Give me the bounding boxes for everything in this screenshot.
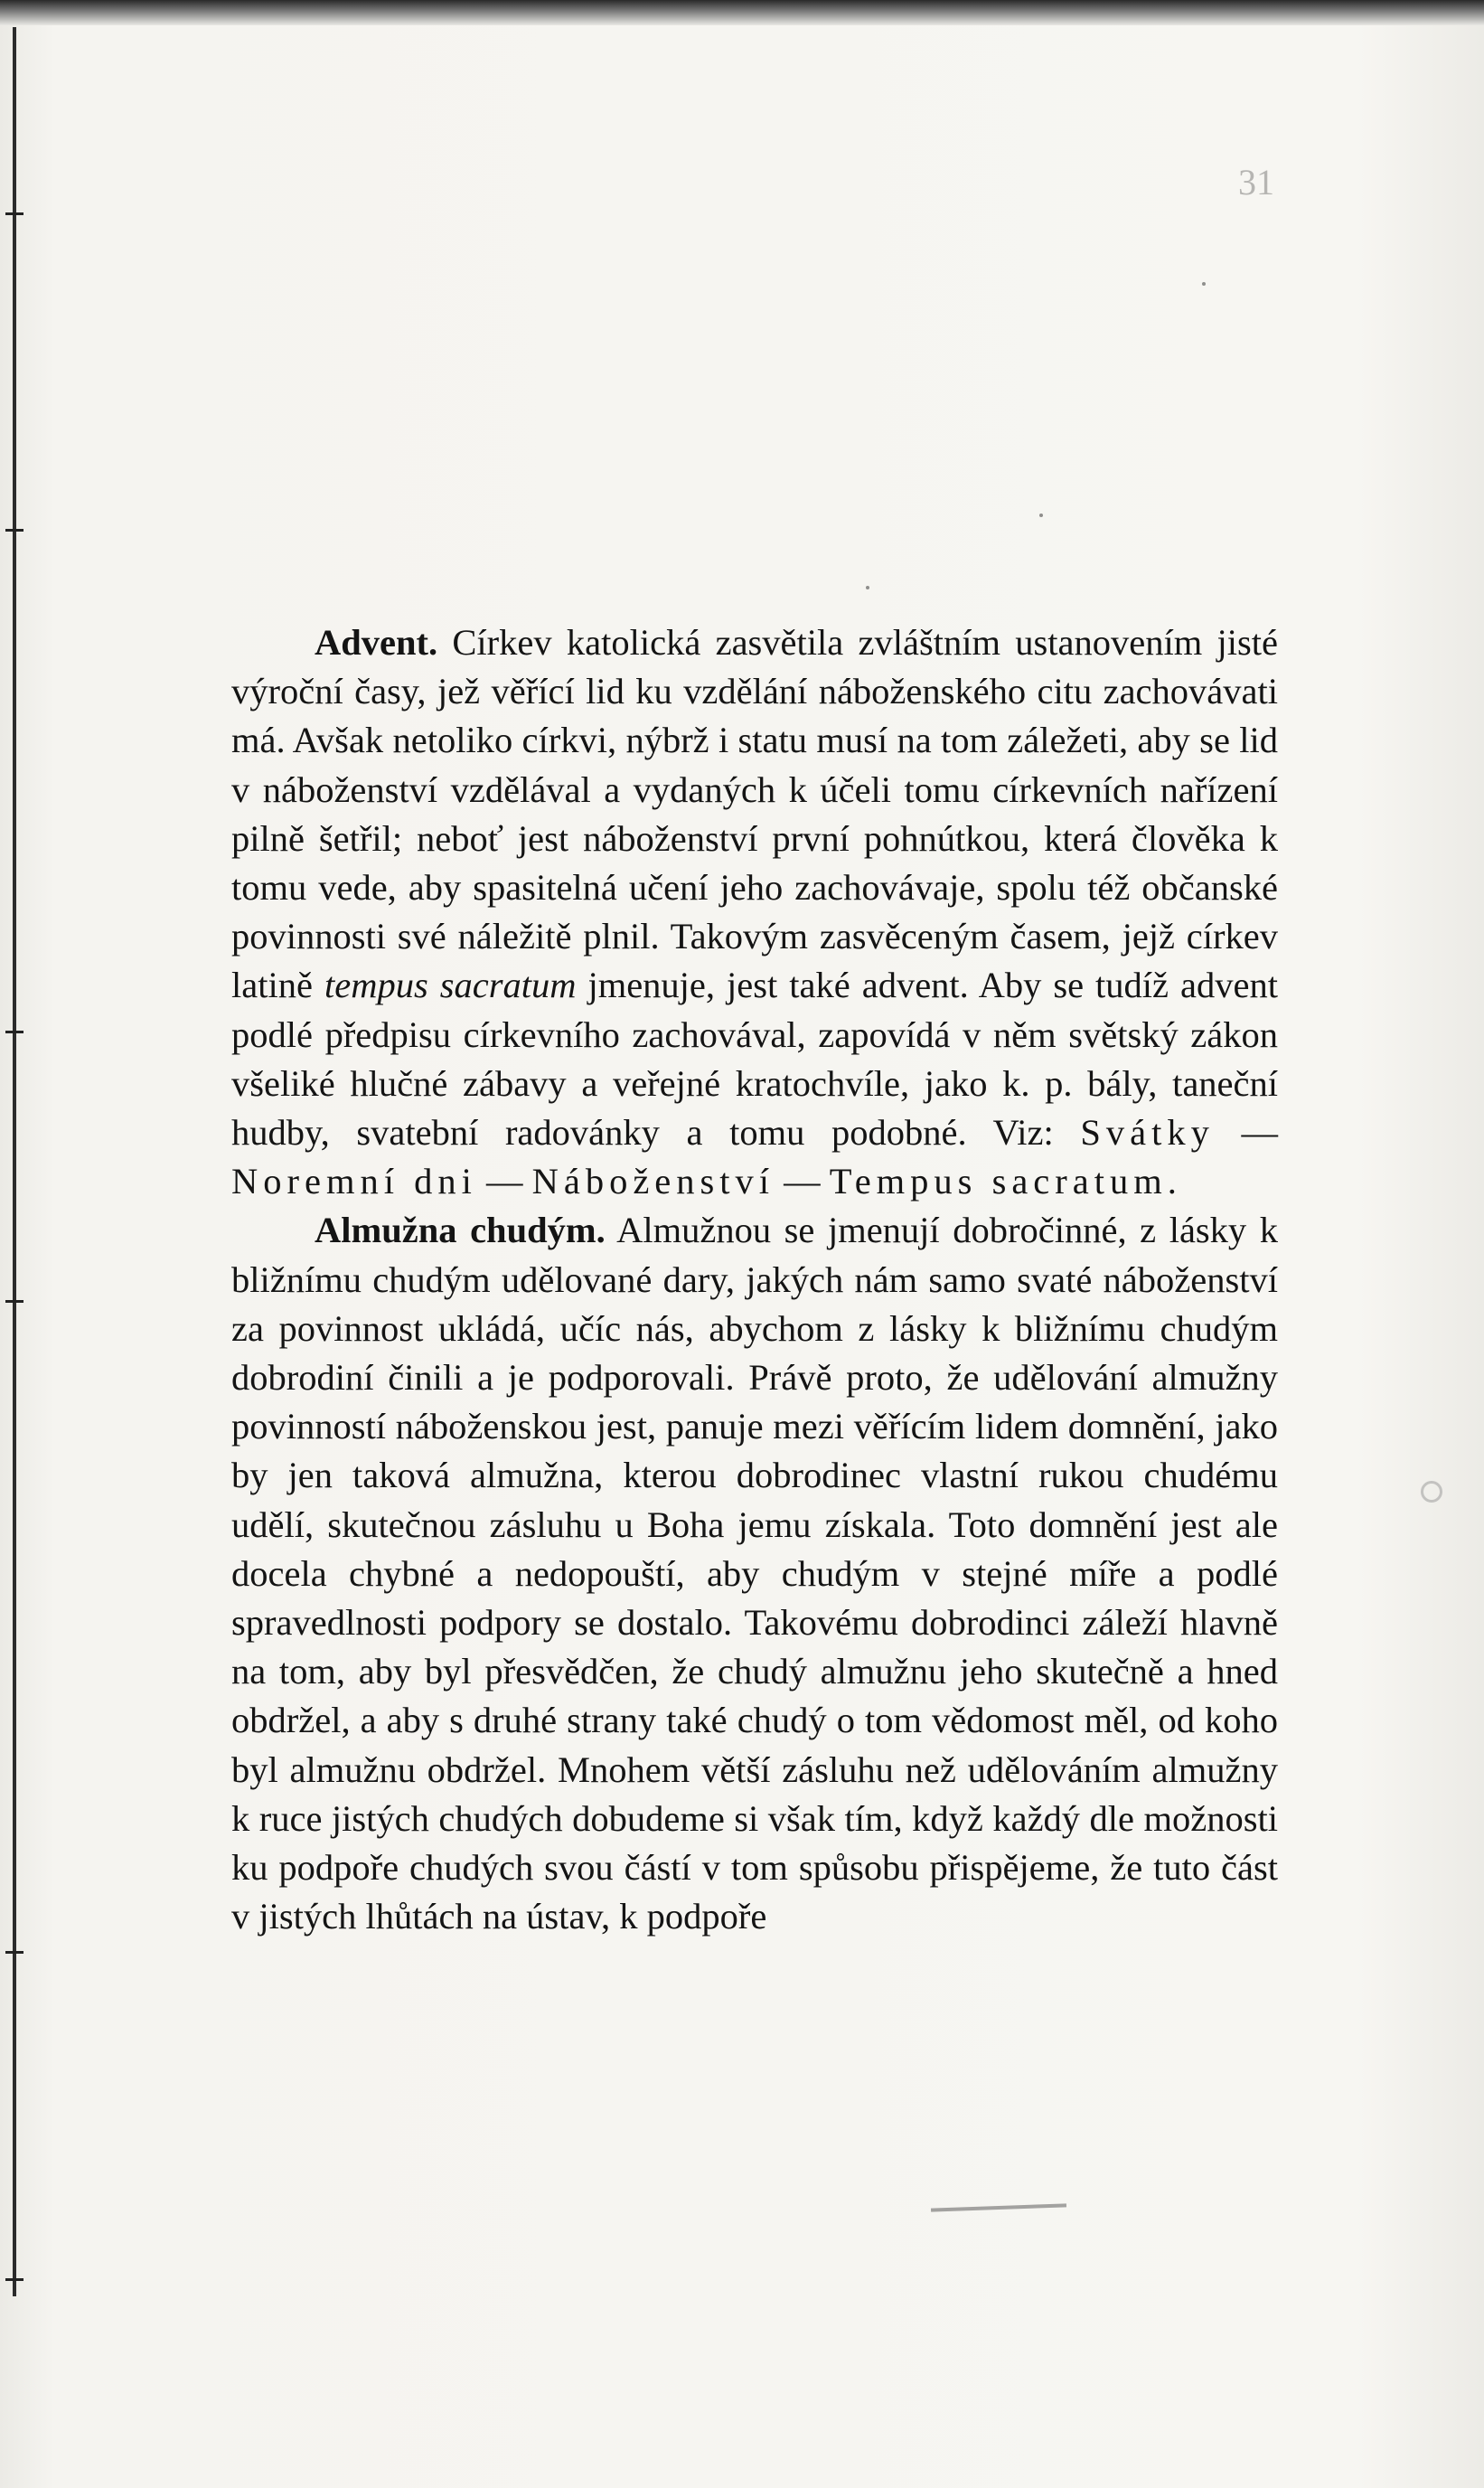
binding-mark [5, 529, 23, 532]
speck [1202, 282, 1206, 286]
cross-reference: Náboženství [531, 1161, 775, 1202]
binding-mark [5, 2278, 23, 2281]
cross-reference: Noremní dni [231, 1161, 477, 1202]
entry-advent: Advent. Církev katolická zasvětila zvláštním ustanovením jisté výroční časy, jež věřící lid ku vzdělání náboženského citu zachovávati má. Avšak netoliko církvi, nýbrž i statu musí na tom záležeti, aby se lid v náboženství vzdělával a vydaných k účeli tomu církevních nařízení pilně šetřil; neboť jest náboženství první pohnútkou, která člověka k tomu vede, aby spasitelná učení jeho zachovávaje, spolu též občanské povinnosti své náležitě plnil. Takovým zasvěceným časem, jejž církev latině tempus sacratum jmenuje, jest také advent. Aby se tudíž advent podlé předpisu církevního zachovával, zapovídá v něm světský zákon všeliké hlučné zábavy a veřejné kratochvíle, jako k. p. bály, taneční hudby, svatební radovánky a tomu podobné. Viz: Svátky — Noremní dni — Náboženství — Tempus sacratum. [231, 622, 1279, 1202]
ink-stroke [931, 2203, 1066, 2211]
binding-mark [5, 1951, 23, 1954]
cross-reference: Tempus sacratum [829, 1161, 1168, 1202]
show-through [226, 163, 1292, 588]
binding-mark [5, 1031, 23, 1033]
binding-mark [5, 212, 23, 215]
entry-almuzna: Almužna chudým. Almužnou se jmenují dobročinné, z lásky k bližnímu chudým udělované dary, jakých nám samo svaté náboženství za povinnost ukládá, učíc nás, abychom z lásky k bližnímu chudým dobrodiní činili a je podporovali. Právě proto, že udělování almužny povinností náboženskou jest, panuje mezi věřícím lidem domnění, jako by jen taková almužna, kterou dobrodinec vlastní rukou chudému udělí, skutečnou zásluhu u Boha jemu získala. Toto domnění jest ale docela chybné a nedopouští, aby chudým v stejné míře a podlé spravedlnosti podpory se dostalo. Takovému dobrodinci záleží hlavně na tom, aby byl přesvědčen, že chudý almužnu jeho skutečně a hned obdržel, a aby s druhé strany také chudý o tom vědomost měl, od koho byl almužnu obdržel. Mnohem větší zásluhu než udělováním almužny k ruce jistých chudých dobudeme si však tím, když každý dle možnosti ku podpoře chudých svou částí v tom spůsobu přispějeme, že tuto část v jistých lhůtách na ústav, k podpoře [231, 1210, 1279, 1937]
margin-mark [1421, 1481, 1442, 1503]
speck [866, 586, 869, 589]
speck [1039, 514, 1043, 517]
binding-mark [5, 1300, 23, 1303]
page-number: 31 [1238, 162, 1274, 203]
body-text [231, 618, 1278, 1941]
headword: Almužna chudým. [315, 1210, 606, 1251]
scan-top-edge [0, 0, 1484, 25]
headword: Advent. [315, 622, 438, 663]
binding-edge [13, 27, 16, 2296]
cross-reference: Svátky [1080, 1112, 1215, 1154]
